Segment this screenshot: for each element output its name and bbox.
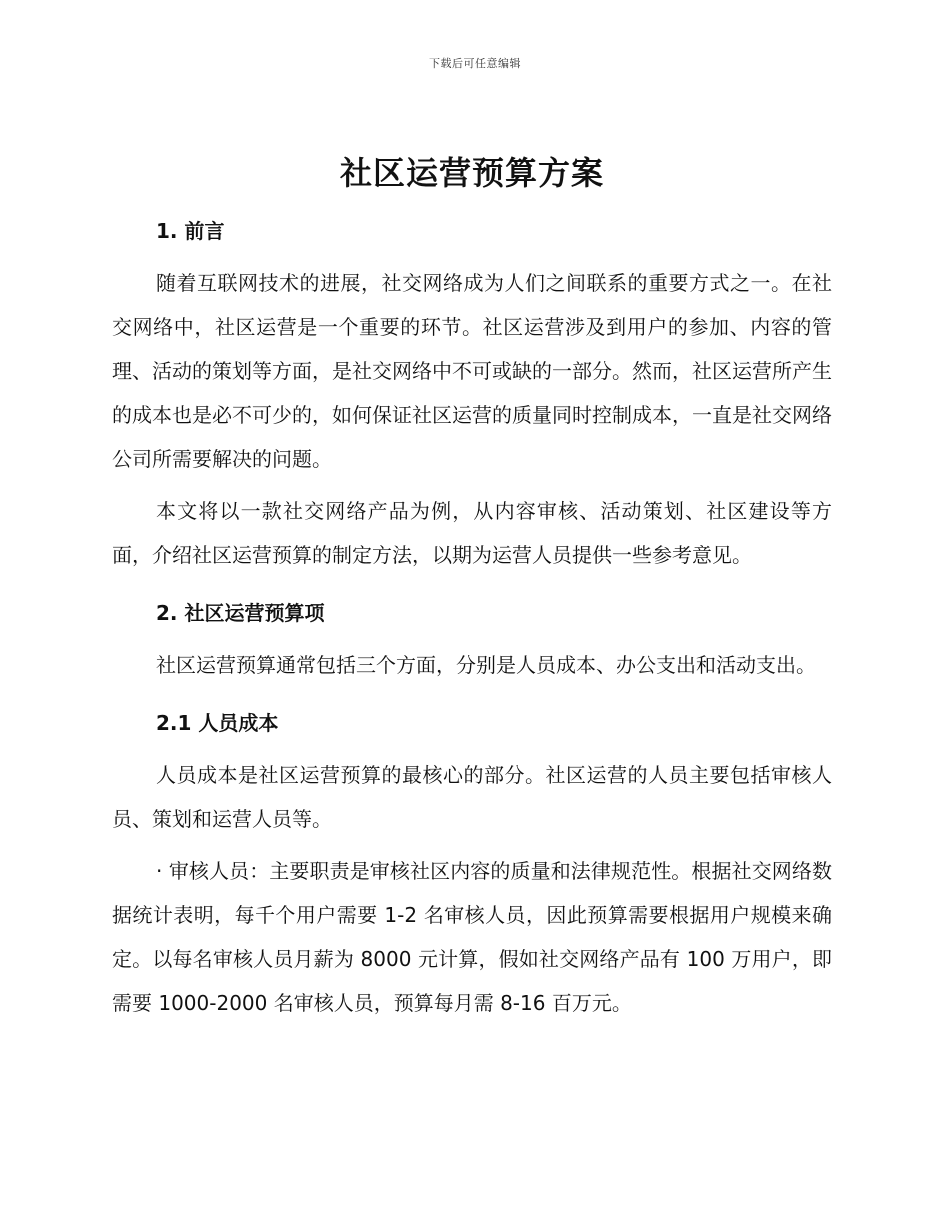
document-title: 社区运营预算方案 xyxy=(339,154,604,192)
paragraph-preface-1: 随着互联网技术的进展，社交网络成为人们之间联系的重要方式之一。在社交网络中，社区运营是一个重要的环节。社区运营涉及到用户的参加、内容的管理、活动的策划等方面，是社交网络中不可或缺的一部分。然而，社区运营所产生的成本也是必不可少的，如何保证社区运营的质量同时控制成本，一直是社交网络公司所需要解决的问题。 xyxy=(112,271,832,471)
paragraph-personnel-cost-1: 人员成本是社区运营预算的最核心的部分。社区运营的人员主要包括审核人员、策划和运营人员等。 xyxy=(112,763,832,831)
document-body xyxy=(112,145,832,1025)
paragraph-preface-2: 本文将以一款社交网络产品为例，从内容审核、活动策划、社区建设等方面，介绍社区运营预算的制定方法，以期为运营人员提供一些参考意见。 xyxy=(112,499,832,567)
section-heading-personnel-cost: 2.1 人员成本 xyxy=(156,711,279,735)
paragraph-budget-items: 社区运营预算通常包括三个方面，分别是人员成本、办公支出和活动支出。 xyxy=(156,653,816,677)
section-heading-budget-items: 2. 社区运营预算项 xyxy=(156,601,325,625)
header-note: 下载后可任意编辑 xyxy=(429,57,521,70)
section-heading-preface: 1. 前言 xyxy=(156,219,225,243)
paragraph-reviewers: · 审核人员：主要职责是审核社区内容的质量和法律规范性。根据社交网络数据统计表明，每千个用户需要 1-2 名审核人员，因此预算需要根据用户规模来确定。以每名审核人员月薪为 8000 元计算，假如社交网络产品有 100 万用户，即需要 1000-2000 名审核人员，预算每月需 8-16 百万元。 xyxy=(112,859,832,1015)
